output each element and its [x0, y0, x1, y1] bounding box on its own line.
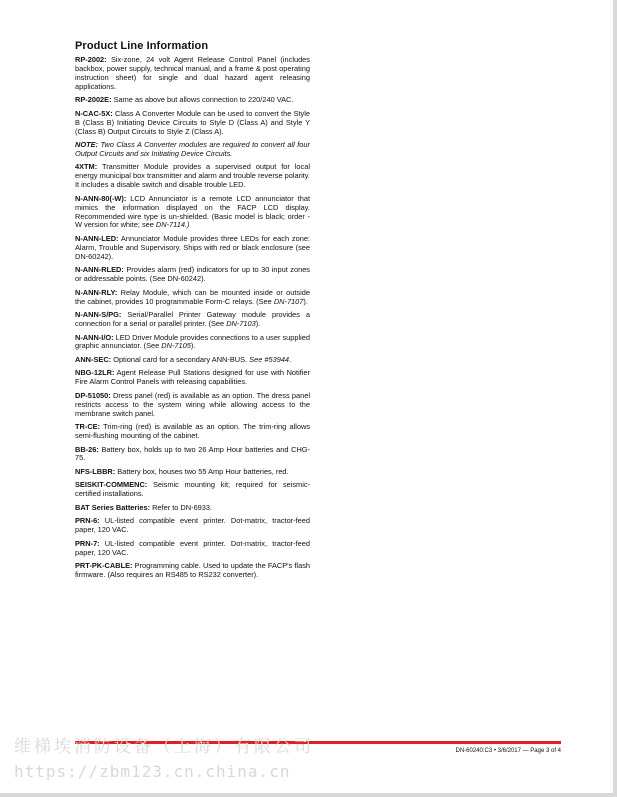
- product-term: BB-26:: [75, 444, 99, 454]
- product-entry: [75, 481, 310, 499]
- product-term: DP-51050:: [75, 390, 111, 400]
- product-term: 4XTM:: [75, 162, 98, 172]
- product-description: Provides alarm (red) indicators for up to 30 input zones or addressable points. (See DN-60242).: [75, 265, 310, 284]
- product-entry: [75, 266, 310, 284]
- product-term: BAT Series Batteries:: [75, 502, 151, 512]
- product-term: PRN-6:: [75, 516, 100, 526]
- product-term: NBG-12LR:: [75, 368, 115, 378]
- product-description: Serial/Parallel Printer Gateway module provides a connection for a serial or parallel printer. (See: [75, 310, 310, 328]
- product-description: UL-listed compatible event printer. Dot-matrix, tractor-feed paper, 120 VAC.: [75, 516, 310, 535]
- product-term: PRN-7:: [75, 538, 100, 548]
- product-entry: [75, 517, 310, 535]
- product-description: Six-zone, 24 volt Agent Release Control Panel (includes backbox, power supply, technical manual, and a frame & post operating instruction sheet) for single and dual hazard agent releasing applications.: [75, 55, 310, 91]
- note-label: NOTE:: [75, 140, 98, 150]
- product-entry: [75, 540, 310, 558]
- document-reference: DN-7103: [226, 319, 256, 328]
- product-entry: [75, 562, 310, 580]
- product-term: N-ANN-RLY:: [75, 287, 118, 297]
- product-entry: [75, 195, 310, 231]
- product-term: N-CAC-5X:: [75, 108, 113, 118]
- product-term: TR-CE:: [75, 422, 101, 432]
- product-description: Programming cable. Used to update the FACP's flash firmware. (Also requires an RS485 to RS232 converter).: [75, 561, 310, 580]
- product-entry: [75, 423, 310, 441]
- product-description: Battery box, holds up to two 26 Amp Hour batteries and CHG-75.: [75, 444, 310, 463]
- entry-list: [75, 56, 310, 580]
- section-title: Product Line Information: [75, 40, 209, 52]
- product-entry: [75, 392, 310, 419]
- product-description: UL-listed compatible event printer. Dot-matrix, tractor-feed paper, 120 VAC.: [75, 538, 310, 557]
- product-entry: [75, 163, 310, 190]
- product-term: N-ANN-LED:: [75, 233, 119, 243]
- product-entry: [75, 56, 310, 92]
- product-description: Battery box, houses two 55 Amp Hour batteries, red.: [115, 466, 289, 476]
- product-entry: [75, 334, 310, 352]
- description-tail: .: [289, 354, 292, 364]
- document-reference: DN-7114.): [155, 220, 190, 230]
- product-term: RP-2002:: [75, 55, 107, 64]
- product-description: Transmitter Module provides a supervised output for local energy municipal box transmitter and alarm and trouble reverse polarity. It includes a disable switch and disable trouble LED.: [75, 162, 310, 190]
- product-term: N-ANN-I/O:: [75, 332, 114, 342]
- product-description: Seismic mounting kit; required for seismic-certified installations.: [75, 480, 310, 499]
- product-description: LED Driver Module provides connections to a user supplied graphic annunciator. (See: [75, 332, 310, 351]
- footer-page-info: DN-60240:C3 • 3/6/2017 — Page 3 of 4: [455, 748, 561, 754]
- product-entry: [75, 96, 310, 105]
- product-entry: [75, 468, 310, 477]
- product-term: N-ANN-S/PG:: [75, 310, 122, 320]
- product-description: Optional card for a secondary ANN-BUS.: [111, 354, 250, 364]
- product-entry: [75, 446, 310, 464]
- watermark-url: https://zbm123.cn.china.cn: [14, 762, 291, 781]
- product-line-section: [75, 40, 310, 585]
- product-entry: [75, 235, 310, 262]
- description-tail: ).: [303, 296, 308, 306]
- product-description: Relay Module, which can be mounted inside or outside the cabinet, provides 10 programmable Form-C relays. (See: [75, 287, 310, 306]
- product-description: Trim-ring (red) is available as an option. The trim-ring allows semi-flushing mounting of the cabinet.: [75, 422, 310, 441]
- product-term: N-ANN-RLED:: [75, 265, 124, 275]
- document-reference: See #53944: [249, 354, 290, 364]
- footer-rule: [75, 741, 561, 744]
- product-term: ANN-SEC:: [75, 354, 112, 364]
- document-reference: DN-7107: [273, 296, 304, 306]
- product-term: NFS-LBBR:: [75, 466, 116, 476]
- description-tail: ).: [255, 319, 261, 328]
- document-reference: DN-7105: [161, 341, 191, 351]
- note-paragraph: [75, 141, 310, 159]
- product-description: Annunciator Module provides three LEDs for each zone: Alarm, Trouble and Supervisory. Ships with red or black enclosure (see DN-60242).: [75, 233, 310, 261]
- product-description: LCD Annunciator is a remote LCD annunciator that mimics the information displayed on the FACP LCD display. Recommended wire type is un-shielded. (Basic model is black; order -W version for white; see: [75, 193, 310, 230]
- description-tail: ).: [190, 341, 196, 351]
- product-entry: [75, 356, 310, 365]
- product-description: Dress panel (red) is available as an option. The dress panel restricts access to the system wiring while allowing access to the membrane switch panel.: [75, 390, 310, 418]
- product-description: Class A Converter Module can be used to convert the Style B (Class B) Initiating Device Circuits to Style D (Class A) and Style Y (Class B) Output Circuits to Style Z (Class A).: [75, 108, 310, 136]
- product-term: N-ANN-80(-W):: [75, 193, 127, 203]
- product-description: Same as above but allows connection to 220/240 VAC.: [111, 95, 294, 105]
- product-description: Agent Release Pull Stations designed for use with Notifier Fire Alarm Control Panels with releasing capabilities.: [75, 368, 310, 387]
- product-term: RP-2002E:: [75, 95, 112, 105]
- product-entry: [75, 369, 310, 387]
- product-term: SEISKIT-COMMENC:: [75, 480, 148, 490]
- product-description: Refer to DN-6933.: [150, 502, 213, 512]
- product-term: PRT-PK-CABLE:: [75, 561, 133, 571]
- product-entry: [75, 504, 310, 513]
- watermark-company: 维梯埃消防设备（上海）有限公司: [14, 737, 314, 757]
- product-entry: [75, 110, 310, 137]
- product-entry: [75, 289, 310, 307]
- product-description: Two Class A Converter modules are required to convert all four Output Circuits and six Initiating Device Circuits.: [75, 140, 310, 158]
- product-entry: [75, 311, 310, 329]
